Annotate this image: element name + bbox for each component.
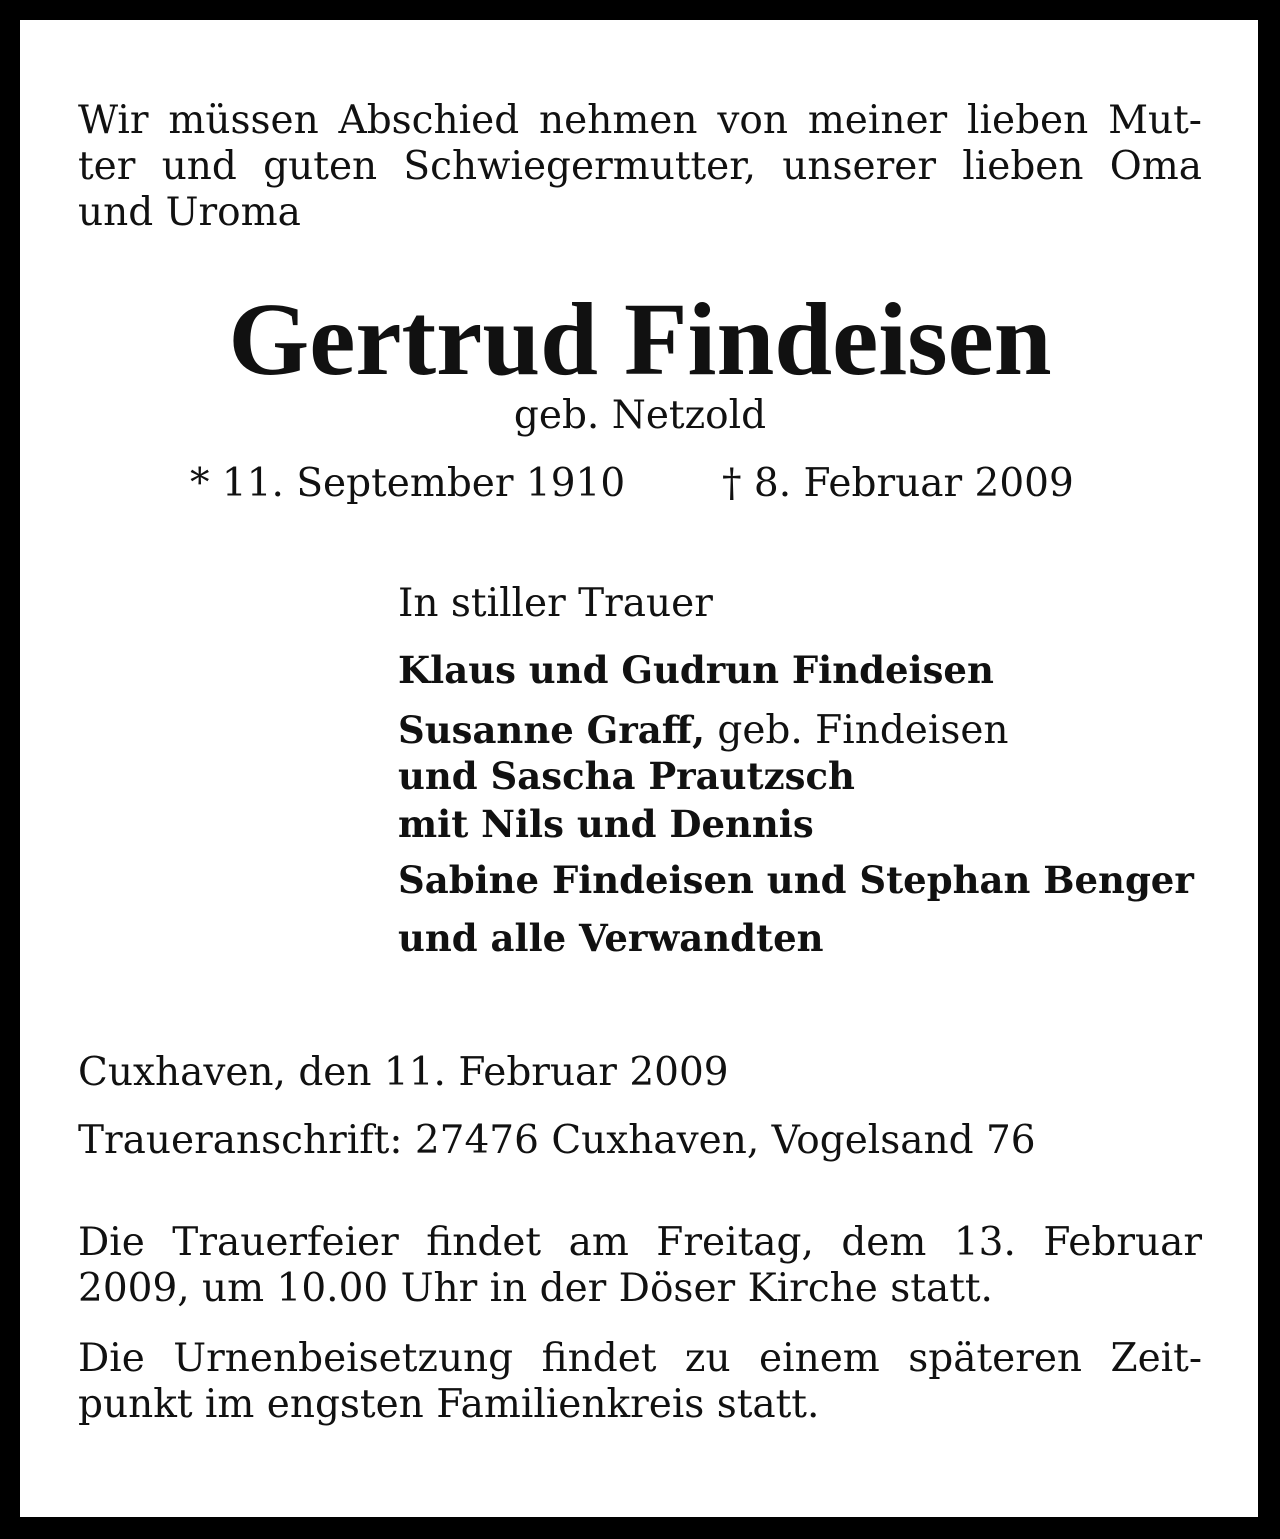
mourner-line: mit Nils und Dennis bbox=[398, 802, 814, 846]
mourner-line: und alle Verwandten bbox=[398, 916, 824, 960]
mourner-line bbox=[398, 706, 1218, 755]
intro-line: und Uroma bbox=[78, 190, 301, 235]
maiden-name: geb. Netzold bbox=[513, 393, 767, 438]
birth-date: * 11. September 1910 bbox=[190, 461, 626, 506]
notice-line: Die Trauerfeier findet am Freitag, dem 13. Februar bbox=[78, 1220, 1202, 1265]
notice-line: punkt im engsten Familienkreis statt. bbox=[78, 1382, 820, 1427]
intro-line: ter und guten Schwiegermutter, unserer lieben Oma bbox=[78, 144, 1202, 189]
mourner-line: Sabine Findeisen und Stephan Benger bbox=[398, 858, 1194, 902]
urn-burial-notice bbox=[78, 1336, 1202, 1428]
deceased-name: Gertrud Findeisen bbox=[228, 282, 1052, 397]
mourner-line: Klaus und Gudrun Findeisen bbox=[398, 648, 994, 692]
notice-line: 2009, um 10.00 Uhr in der Döser Kirche statt. bbox=[78, 1266, 993, 1311]
mourner-line: und Sascha Prautzsch bbox=[398, 754, 855, 798]
place-date: Cuxhaven, den 11. Februar 2009 bbox=[78, 1050, 729, 1095]
intro-line: Wir müssen Abschied nehmen von meiner lieben Mut- bbox=[78, 98, 1202, 143]
notice-line: Die Urnenbeisetzung findet zu einem späteren Zeit- bbox=[78, 1336, 1202, 1381]
funeral-service-notice bbox=[78, 1220, 1202, 1312]
mourners-heading: In stiller Trauer bbox=[398, 581, 713, 626]
mourner-maiden-name: geb. Findeisen bbox=[704, 708, 1009, 753]
mourner-name: Susanne Graff, bbox=[398, 708, 705, 752]
death-date: † 8. Februar 2009 bbox=[722, 461, 1074, 506]
mourning-address: Traueranschrift: 27476 Cuxhaven, Vogelsand 76 bbox=[78, 1118, 1036, 1163]
intro-text bbox=[78, 98, 1202, 236]
